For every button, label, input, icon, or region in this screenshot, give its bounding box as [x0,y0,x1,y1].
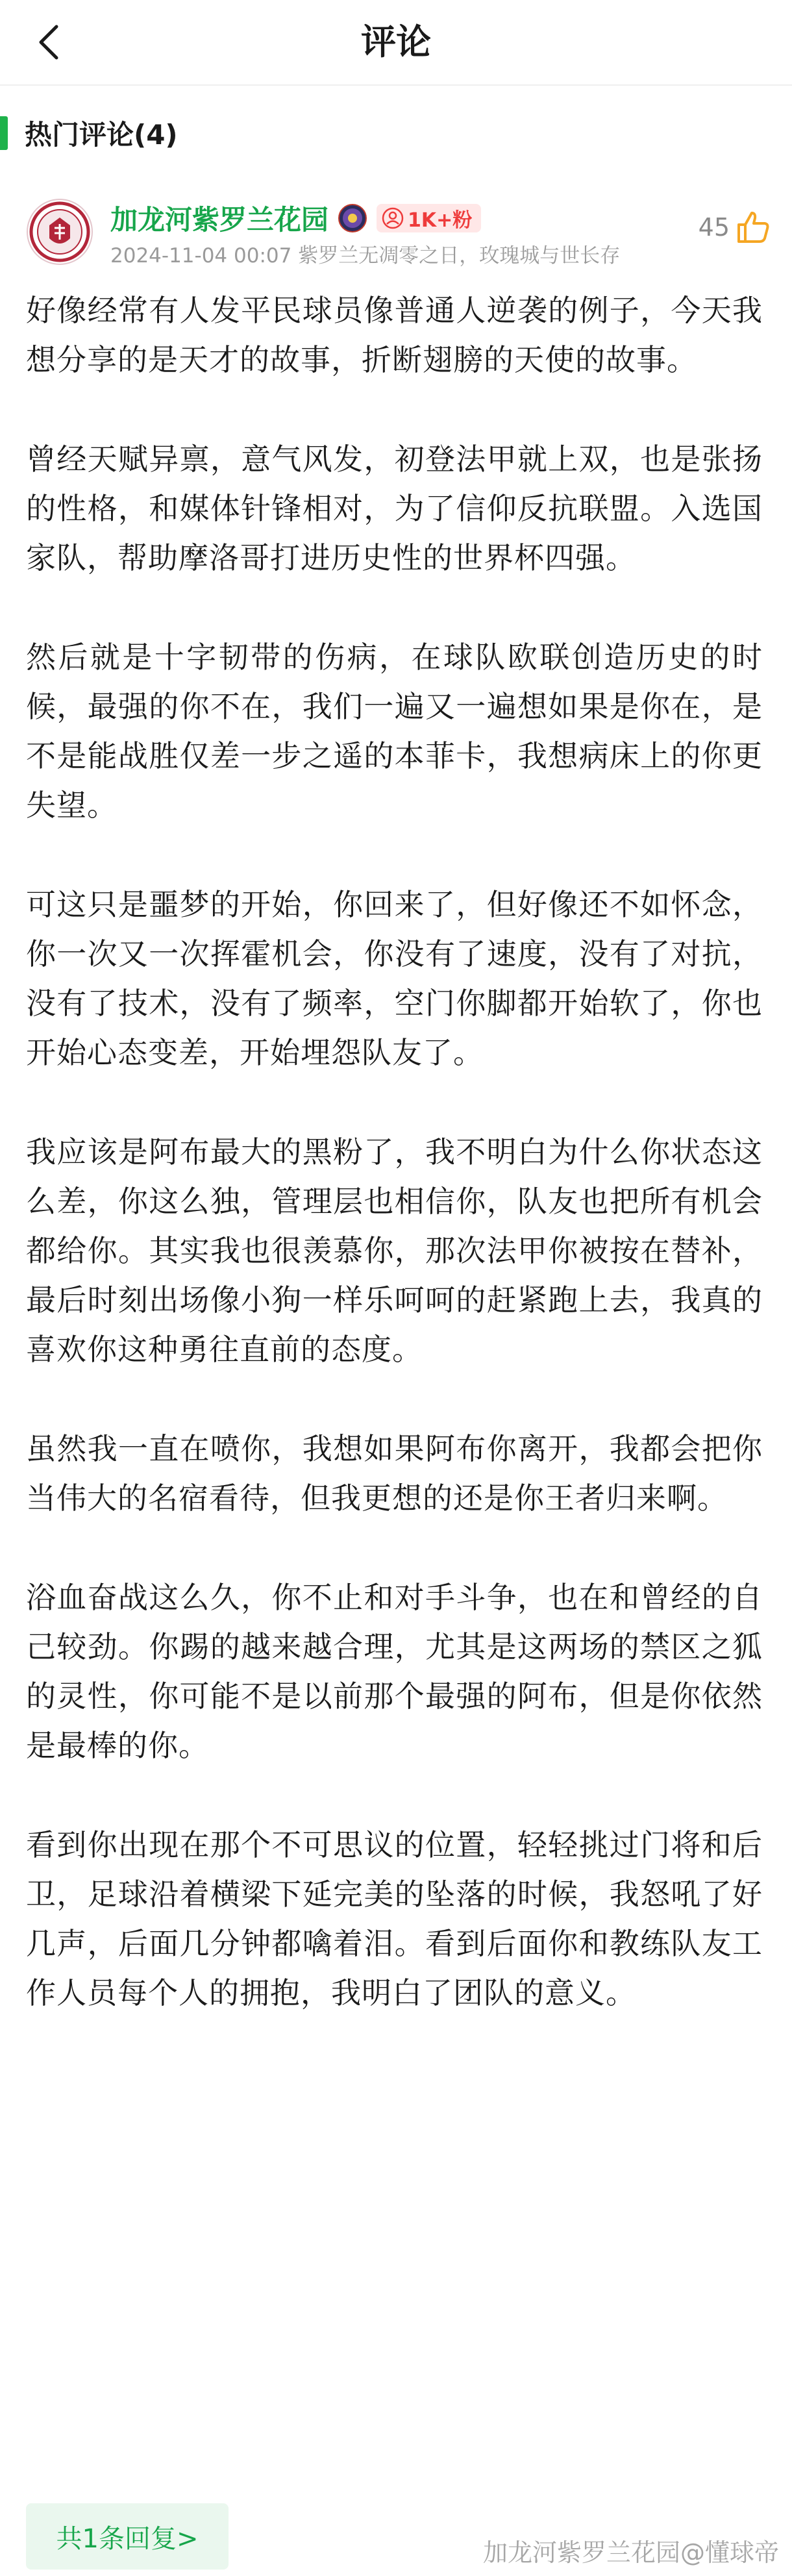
person-icon [382,207,404,229]
comment-paragraph: 浴血奋战这么久，你不止和对手斗争，也在和曾经的自己较劲。你踢的越来越合理，尤其是这两场的禁区之狐的灵性，你可能不是以前那个最强的阿布，但是你依然是最棒的你。 [26,1580,763,1763]
fans-count-badge [377,204,481,232]
username[interactable]: 加龙河紫罗兰花园 [110,204,329,236]
avatar[interactable] [26,198,93,266]
view-replies-button[interactable]: 共1条回复> [26,2503,229,2570]
user-signature: 紫罗兰无凋零之日，玫瑰城与世长存 [298,244,621,268]
comment-paragraph: 好像经常有人发平民球员像普通人逆袭的例子，今天我想分享的是天才的故事，折断翅膀的天使的故事。 [26,293,763,377]
like-count: 45 [698,213,730,242]
like-button[interactable] [699,206,771,248]
comment-user-line [110,197,481,239]
page-title: 评论 [361,21,431,62]
section-accent-bar [0,116,8,150]
club-crest-badge-icon [338,203,367,233]
thumbs-up-icon [735,209,771,245]
comment-paragraph: 曾经天赋异禀，意气风发，初登法甲就上双，也是张扬的性格，和媒体针锋相对，为了信仰反抗联盟。入选国家队，帮助摩洛哥打进历史性的世界杯四强。 [26,442,763,575]
hot-comments-heading [0,110,178,156]
comment-paragraph: 虽然我一直在喷你，我想如果阿布你离开，我都会把你当伟大的名宿看待，但我更想的还是你王者归来啊。 [26,1431,763,1516]
comment-paragraph: 可这只是噩梦的开始，你回来了，但好像还不如怀念，你一次又一次挥霍机会，你没有了速度，没有了对抗，没有了技术，没有了频率，空门你脚都开始软了，你也开始心态变差，开始埋怨队友了。 [26,887,763,1070]
comment-paragraph: 我应该是阿布最大的黑粉了，我不明白为什么你状态这么差，你这么独，管理层也相信你，队友也把所有机会都给你。其实我也很羡慕你，那次法甲你被按在替补，最后时刻出场像小狗一样乐呵呵的赶紧跑上去，我真的喜欢你这种勇往直前的态度。 [26,1134,763,1367]
comment-paragraph: 然后就是十字韧带的伤病，在球队欧联创造历史的时候，最强的你不在，我们一遍又一遍想如果是你在，是不是能战胜仅差一步之遥的本菲卡，我想病床上的你更失望。 [26,640,763,823]
comment-body [26,286,763,2018]
comment-paragraph: 看到你出现在那个不可思议的位置，轻轻挑过门将和后卫，足球沿着横梁下延完美的坠落的时候，我怒吼了好几声，后面几分钟都噙着泪。看到后面你和教练队友工作人员每个人的拥抱，我明白了团队的意义。 [26,1827,763,2010]
watermark: 加龙河紫罗兰花园@懂球帝 [482,2538,779,2567]
comment-meta [110,239,620,268]
fans-count-text: 1K+粉 [408,209,473,232]
top-nav-bar [0,0,792,86]
club-crest-avatar-icon [26,198,93,266]
section-title: 热门评论(4) [25,119,178,151]
comment-date: 2024-11-04 00:07 [110,244,292,268]
